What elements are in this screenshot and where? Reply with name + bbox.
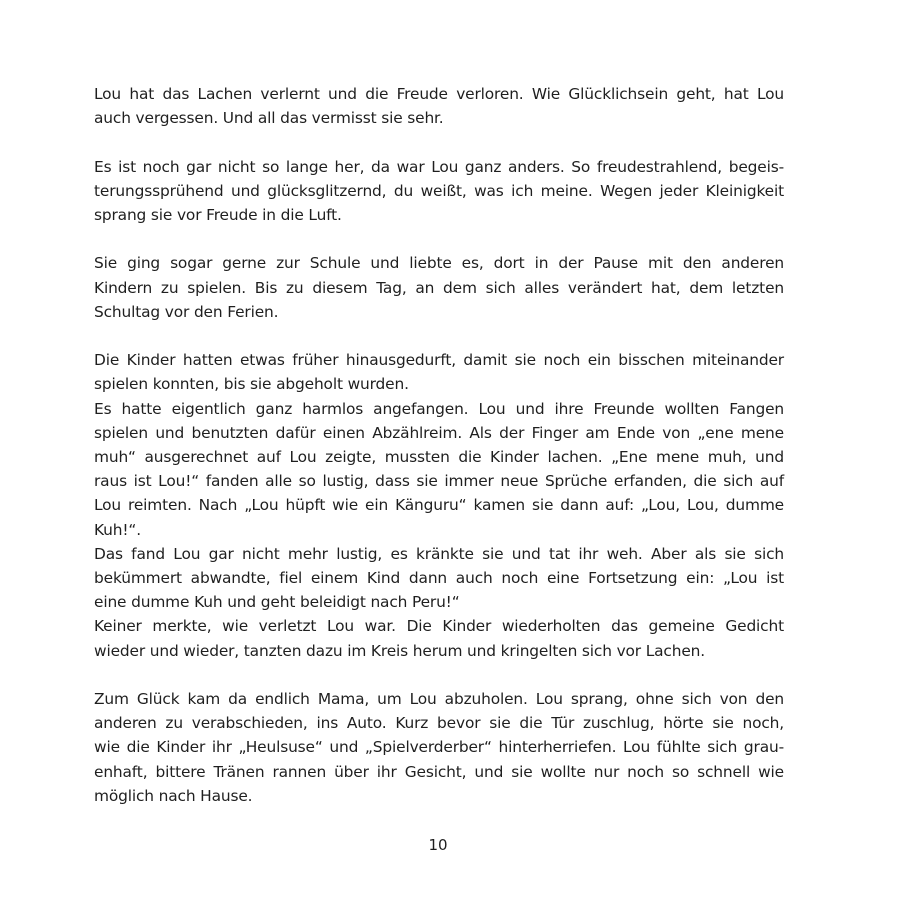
text-line: Das fand Lou gar nicht mehr lustig, es kränkte sie und tat ihr weh. Aber als sie sich xyxy=(94,544,784,563)
text-line: sprang sie vor Freude in die Luft. xyxy=(94,206,342,224)
text-line: möglich nach Hause. xyxy=(94,786,253,805)
text-line: raus ist Lou!“ fanden alle so lustig, dass sie immer neue Sprüche erfanden, die sich auf xyxy=(94,472,784,491)
paragraph xyxy=(94,251,784,324)
paragraph-gap xyxy=(94,227,784,251)
text-line: Schultag vor den Ferien. xyxy=(94,302,279,321)
text-line: Keiner merkte, wie verletzt Lou war. Die Kinder wiederholten das gemeine Gedicht xyxy=(94,617,784,636)
paragraph xyxy=(94,155,784,228)
text-line: spielen und benutzten dafür einen Abzählreim. Als der Finger am Ende von „ene mene xyxy=(94,423,784,442)
paragraph-gap xyxy=(94,324,784,348)
text-line: wie die Kinder ihr „Heulsuse“ und „Spielverderber“ hinterherriefen. Lou fühlte sich grau- xyxy=(94,738,784,757)
text-line: eine dumme Kuh und geht beleidigt nach Peru!“ xyxy=(94,593,460,612)
paragraph-gap xyxy=(94,130,784,154)
paragraph xyxy=(94,614,784,662)
text-line: enhaft, bittere Tränen rannen über ihr Gesicht, und sie wollte nur noch so schnell wie xyxy=(94,762,784,781)
page-number: 10 xyxy=(428,836,448,854)
text-line: bekümmert abwandte, fiel einem Kind dann auch noch eine Fortsetzung ein: „Lou ist xyxy=(94,569,784,588)
text-line: muh“ ausgerechnet auf Lou zeigte, mussten die Kinder lachen. „Ene mene muh, und xyxy=(94,448,784,466)
text-line: Lou hat das Lachen verlernt und die Freude verloren. Wie Glücklichsein geht, hat Lou xyxy=(94,85,784,103)
text-line: auch vergessen. Und all das vermisst sie sehr. xyxy=(94,109,444,128)
paragraph xyxy=(94,348,784,396)
paragraph xyxy=(94,542,784,615)
text-line: anderen zu verabschieden, ins Auto. Kurz bevor sie die Tür zuschlug, hörte sie noch, xyxy=(94,714,784,733)
text-line: Die Kinder hatten etwas früher hinausgedurft, damit sie noch ein bisschen miteinander xyxy=(94,351,784,370)
text-line: Zum Glück kam da endlich Mama, um Lou abzuholen. Lou sprang, ohne sich von den xyxy=(94,690,784,709)
text-line: terungssprühend und glücksglitzernd, du weißt, was ich meine. Wegen jeder Kleinigkeit xyxy=(94,181,784,200)
text-line: wieder und wieder, tanzten dazu im Kreis herum und kringelten sich vor Lachen. xyxy=(94,641,705,660)
body-text xyxy=(94,82,784,808)
paragraph xyxy=(94,687,784,808)
text-line: Es ist noch gar nicht so lange her, da war Lou ganz anders. So freudestrahlend, begeis- xyxy=(94,157,784,176)
paragraph xyxy=(94,397,784,542)
paragraph xyxy=(94,82,784,130)
text-line: Kindern zu spielen. Bis zu diesem Tag, an dem sich alles verändert hat, dem letzten xyxy=(94,278,784,297)
text-line: Kuh!“. xyxy=(94,520,141,539)
text-line: Es hatte eigentlich ganz harmlos angefangen. Lou und ihre Freunde wollten Fangen xyxy=(94,399,784,418)
paragraph-gap xyxy=(94,663,784,687)
text-line: spielen konnten, bis sie abgeholt wurden. xyxy=(94,375,409,394)
text-line: Sie ging sogar gerne zur Schule und liebte es, dort in der Pause mit den anderen xyxy=(94,254,784,273)
text-line: Lou reimten. Nach „Lou hüpft wie ein Känguru“ kamen sie dann auf: „Lou, Lou, dumme xyxy=(94,496,784,515)
